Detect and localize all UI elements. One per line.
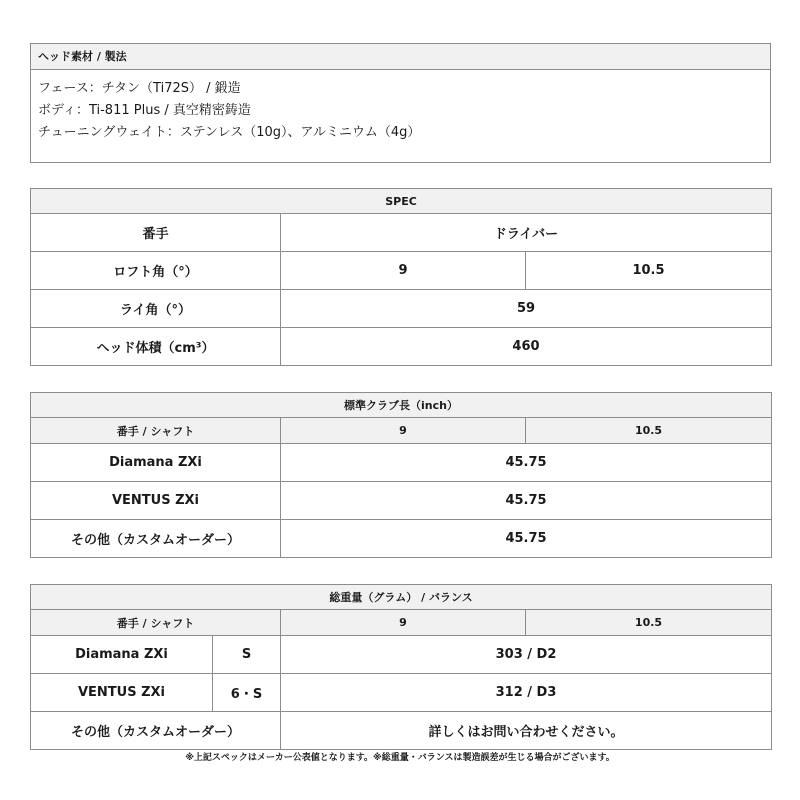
spec-label-lie: ライ角（°） bbox=[31, 290, 281, 328]
spec-title: SPEC bbox=[31, 189, 772, 214]
club-length-col-1: 9 bbox=[281, 418, 526, 444]
weight-line: チューニングウェイト：ステンレス（10g）、アルミニウム（4g） bbox=[38, 125, 421, 140]
table-row-label: Diamana ZXi bbox=[31, 636, 213, 674]
spec-value-volume: 460 bbox=[281, 328, 772, 366]
table-row-value: 45.75 bbox=[281, 444, 772, 482]
face-line: フェース：チタン（Ti72S） / 鍛造 bbox=[38, 81, 241, 96]
head-material-title: ヘッド素材 / 製法 bbox=[31, 44, 770, 70]
club-length-col-label: 番手 / シャフト bbox=[31, 418, 281, 444]
table-row-label: その他（カスタムオーダー） bbox=[31, 712, 281, 750]
club-length-table bbox=[30, 392, 772, 558]
spec-table bbox=[30, 188, 772, 366]
spec-label-loft: ロフト角（°） bbox=[31, 252, 281, 290]
table-row-flex: S bbox=[213, 636, 281, 674]
weight-col-2: 10.5 bbox=[526, 610, 772, 636]
club-length-col-2: 10.5 bbox=[526, 418, 772, 444]
spec-value-club: ドライバー bbox=[281, 214, 772, 252]
table-row-label: その他（カスタムオーダー） bbox=[31, 520, 281, 558]
table-row-value: 45.75 bbox=[281, 520, 772, 558]
table-row-label: VENTUS ZXi bbox=[31, 482, 281, 520]
table-row-label: Diamana ZXi bbox=[31, 444, 281, 482]
spec-label-volume: ヘッド体積（cm³） bbox=[31, 328, 281, 366]
table-row-value: 詳しくはお問い合わせください。 bbox=[281, 712, 772, 750]
spec-value-lie: 59 bbox=[281, 290, 772, 328]
spec-value-loft-1: 9 bbox=[281, 252, 526, 290]
club-length-title: 標準クラブ長（inch） bbox=[31, 393, 772, 418]
spec-label-club: 番手 bbox=[31, 214, 281, 252]
table-row-label: VENTUS ZXi bbox=[31, 674, 213, 712]
weight-table bbox=[30, 584, 772, 750]
head-material-box bbox=[30, 43, 771, 163]
body-line: ボディ：Ti-811 Plus / 真空精密鋳造 bbox=[38, 103, 251, 118]
footnote: ※上記スペックはメーカー公表値となります。※総重量・バランスは製造誤差が生じる場合がございます。 bbox=[185, 753, 615, 763]
table-row-value: 312 / D3 bbox=[281, 674, 772, 712]
table-row-value: 303 / D2 bbox=[281, 636, 772, 674]
table-row-value: 45.75 bbox=[281, 482, 772, 520]
weight-title: 総重量（グラム） / バランス bbox=[31, 585, 772, 610]
spec-value-loft-2: 10.5 bbox=[526, 252, 772, 290]
table-row-flex: 6・S bbox=[213, 674, 281, 712]
weight-col-1: 9 bbox=[281, 610, 526, 636]
weight-col-label: 番手 / シャフト bbox=[31, 610, 281, 636]
head-material-body bbox=[31, 70, 770, 150]
